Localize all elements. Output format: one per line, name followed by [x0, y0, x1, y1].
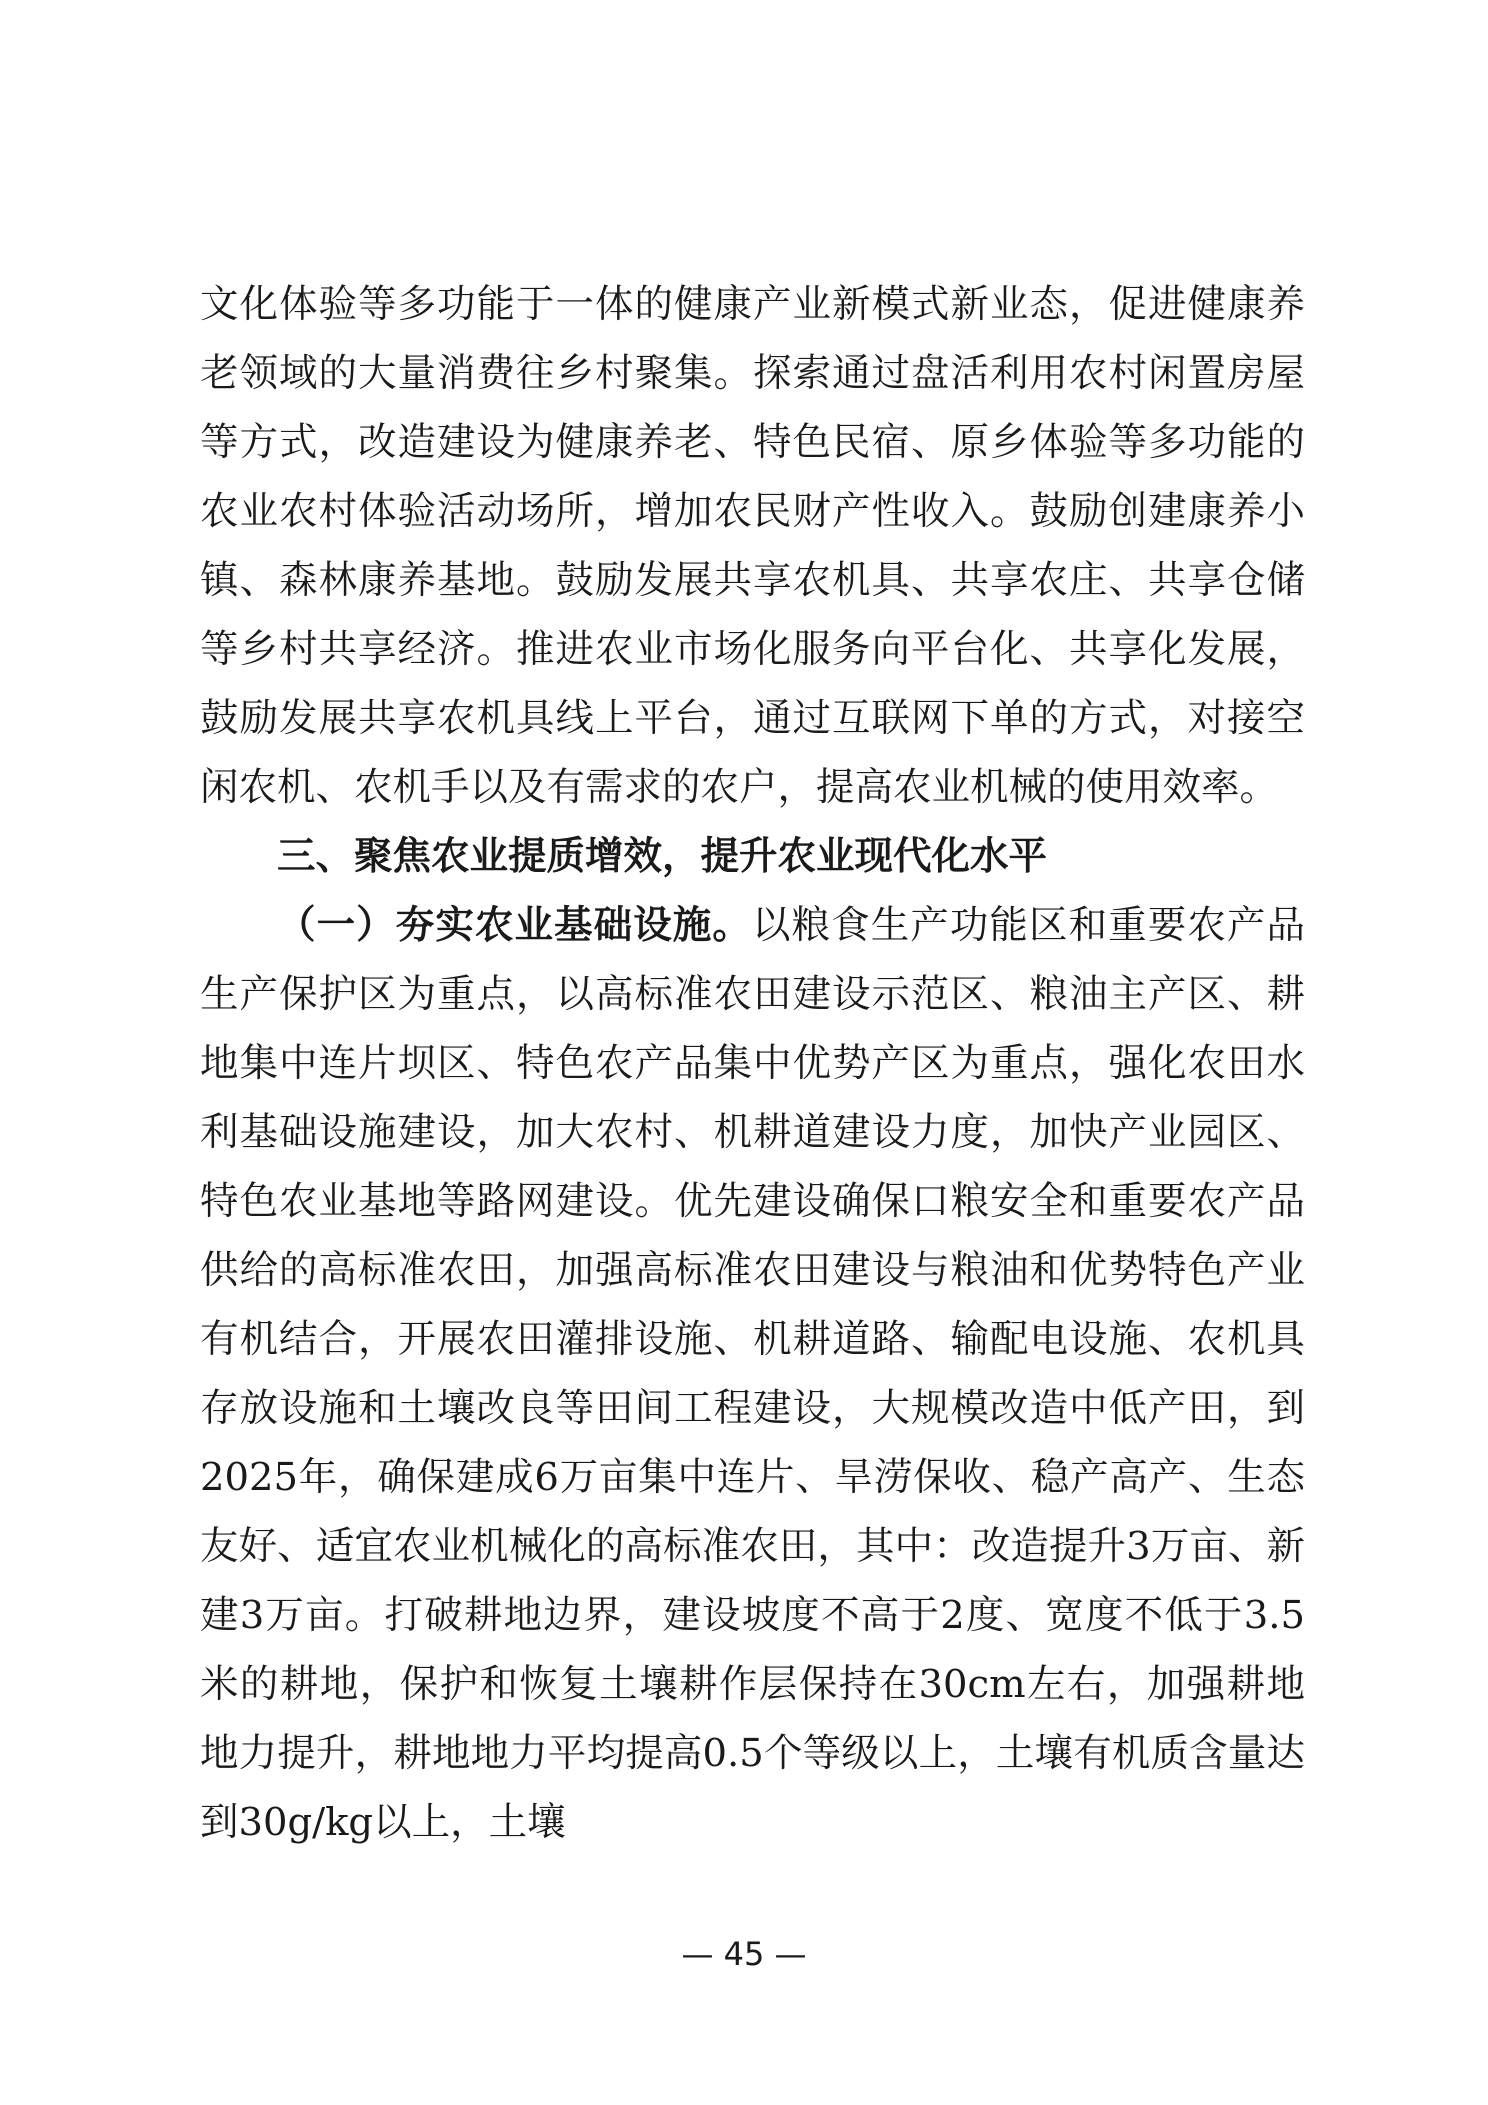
subsection-lead: （一）夯实农业基础设施。	[277, 903, 752, 948]
section-heading: 三、聚焦农业提质增效，提升农业现代化水平	[277, 834, 1048, 879]
page-number: — 45 —	[681, 1935, 807, 1973]
paragraph-continuation: 文化体验等多功能于一体的健康产业新模式新业态，促进健康养老领域的大量消费往乡村聚集。探索通过盘活利用农村闲置房屋等方式，改造建设为健康养老、特色民宿、原乡体验等多功能的农业农村体验活动场所，增加农民财产性收入。鼓励创建康养小镇、森林康养基地。鼓励发展共享农机具、共享农庄、共享仓储等乡村共享经济。推进农业市场化服务向平台化、共享化发展，鼓励发展共享农机具线上平台，通过互联网下单的方式，对接空闲农机、农机手以及有需求的农户，提高农业机械的使用效率。	[200, 282, 1305, 810]
subsection-text: 以粮食生产功能区和重要农产品生产保护区为重点，以高标准农田建设示范区、粮油主产区、耕地集中连片坝区、特色农产品集中优势产区为重点，强化农田水利基础设施建设，加大农村、机耕道建设力度，加快产业园区、特色农业基地等路网建设。优先建设确保口粮安全和重要农产品供给的高标准农田，加强高标准农田建设与粮油和优势特色产业有机结合，开展农田灌排设施、机耕道路、输配电设施、农机具存放设施和土壤改良等田间工程建设，大规模改造中低产田，到2025年，确保建成6万亩集中连片、旱涝保收、稳产高产、生态友好、适宜农业机械化的高标准农田，其中：改造提升3万亩、新建3万亩。打破耕地边界，建设坡度不高于2度、宽度不低于3.5米的耕地，保护和恢复土壤耕作层保持在30cm左右，加强耕地地力提升，耕地地力平均提高0.5个等级以上，土壤有机质含量达到30g/kg以上，土壤	[200, 903, 1305, 1845]
paragraph-infrastructure	[200, 891, 1305, 1857]
body-text	[200, 270, 1305, 1857]
